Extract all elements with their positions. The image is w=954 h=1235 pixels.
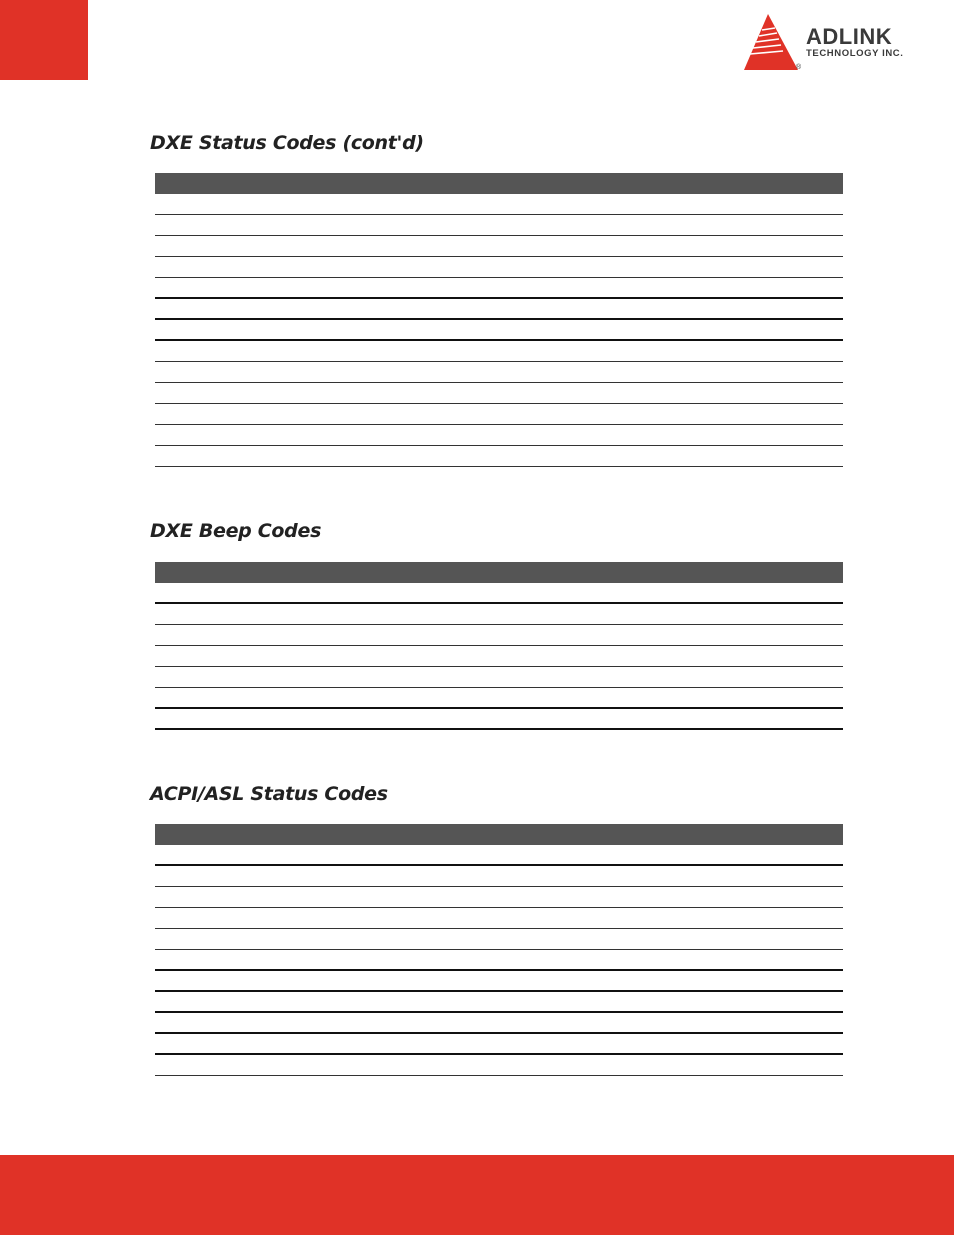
table-row [155, 362, 843, 383]
table-row [155, 215, 843, 236]
table-row [155, 299, 843, 320]
table-row [155, 1034, 843, 1055]
table-row [155, 583, 843, 604]
brand-name: ADLINK [806, 24, 893, 49]
brand-tagline: TECHNOLOGY INC. [806, 48, 904, 59]
table-row [155, 278, 843, 299]
table-row [155, 257, 843, 278]
table-row [155, 383, 843, 404]
table-row [155, 625, 843, 646]
table-row [155, 929, 843, 950]
table-header [155, 562, 843, 583]
adlink-triangle-icon [742, 12, 804, 74]
table-row [155, 446, 843, 467]
table-row [155, 887, 843, 908]
table-header [155, 173, 843, 194]
acpi-asl-status-codes-table [155, 824, 843, 1076]
table-row [155, 404, 843, 425]
table-row [155, 320, 843, 341]
table-row [155, 1055, 843, 1076]
table-row [155, 709, 843, 730]
footer-band [0, 1155, 954, 1235]
table-row [155, 667, 843, 688]
section-title-dxe-beep: DXE Beep Codes [150, 520, 322, 542]
table-row [155, 236, 843, 257]
adlink-logo [742, 12, 932, 74]
dxe-status-codes-table [155, 173, 843, 467]
table-row [155, 950, 843, 971]
table-row [155, 866, 843, 887]
table-row [155, 425, 843, 446]
table-row [155, 971, 843, 992]
registered-mark: ® [796, 64, 802, 71]
table-row [155, 688, 843, 709]
section-title-acpi-asl: ACPI/ASL Status Codes [150, 783, 388, 805]
table-row [155, 341, 843, 362]
corner-accent-block [0, 0, 88, 80]
table-row [155, 194, 843, 215]
dxe-beep-codes-table [155, 562, 843, 730]
table-row [155, 845, 843, 866]
table-row [155, 1013, 843, 1034]
table-row [155, 992, 843, 1013]
table-header [155, 824, 843, 845]
table-row [155, 604, 843, 625]
table-row [155, 646, 843, 667]
table-row [155, 908, 843, 929]
section-title-dxe-status: DXE Status Codes (cont'd) [150, 132, 424, 154]
